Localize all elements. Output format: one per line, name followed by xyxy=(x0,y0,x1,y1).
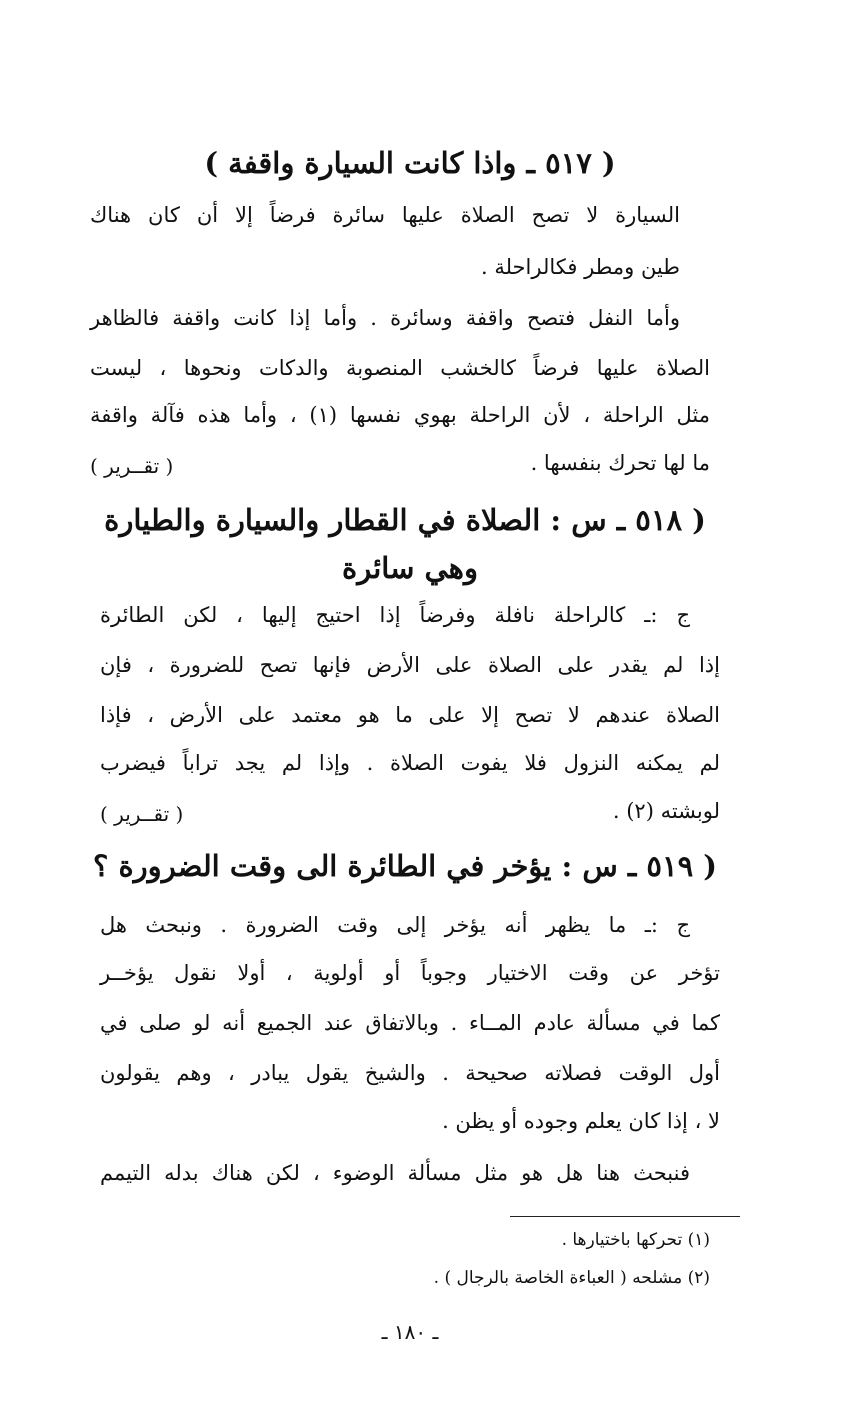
footnote-2: (٢) مشلحه ( العباءة الخاصة بالرجال ) . xyxy=(433,1268,710,1288)
text-line: فنبحث هنا هل هو مثل مسألة الوضوء ، لكن هناك بدله التيمم xyxy=(100,1161,690,1185)
text-line: الصلاة عندهم لا تصح إلا على ما هو معتمد على الأرض ، فإذا xyxy=(100,703,720,727)
text-line: ما لها تحرك بنفسها . xyxy=(530,451,710,475)
text-line: ج :ـ ما يظهر أنه يؤخر إلى وقت الضرورة . ونبحث هل xyxy=(100,913,690,937)
text-line: لوبشته (٢) . xyxy=(612,799,720,823)
text-line: طين ومطر فكالراحلة . xyxy=(481,255,680,279)
heading-518-line1: ( ٥١٨ ـ س : الصلاة في القطار والسيارة والطيارة xyxy=(104,503,706,537)
text-line: ج :ـ كالراحلة نافلة وفرضاً إذا احتيج إليها ، لكن الطائرة xyxy=(100,603,690,627)
text-line: لا ، إذا كان يعلم وجوده أو يظن . xyxy=(442,1109,720,1133)
footnote-divider xyxy=(510,1216,740,1217)
text-line: وأما النفل فتصح واقفة وسائرة . وأما إذا كانت واقفة فالظاهر xyxy=(90,306,680,330)
text-line: لم يمكنه النزول فلا يفوت الصلاة . وإذا لم يجد تراباً فيضرب xyxy=(100,751,720,775)
text-line: أول الوقت فصلاته صحيحة . والشيخ يقول يبادر ، وهم يقولون xyxy=(100,1061,720,1085)
text-line: إذا لم يقدر على الصلاة على الأرض فإنها تصح للضرورة ، فإن xyxy=(100,653,720,677)
footnote-1: (١) تحركها باختيارها . xyxy=(561,1230,710,1250)
text-line: مثل الراحلة ، لأن الراحلة بهوي نفسها (١) ، وأما هذه فآلة واقفة xyxy=(90,403,710,427)
page-number: ـ ١٨٠ ـ xyxy=(381,1320,439,1344)
heading-517: ( ٥١٧ ـ واذا كانت السيارة واقفة ) xyxy=(204,146,616,180)
source-note: ( تقــرير ) xyxy=(90,454,174,478)
source-note: ( تقــرير ) xyxy=(100,802,184,826)
text-line: السيارة لا تصح الصلاة عليها سائرة فرضاً إلا أن كان هناك xyxy=(90,203,680,227)
heading-518-line2: وهي سائرة xyxy=(342,551,478,585)
text-line: تؤخر عن وقت الاختيار وجوباً أو أولوية ، أولا نقول يؤخــر xyxy=(100,961,720,985)
text-line: الصلاة عليها فرضاً كالخشب المنصوبة والدكات ونحوها ، ليست xyxy=(90,356,710,380)
heading-519: ( ٥١٩ ـ س : يؤخر في الطائرة الى وقت الضرورة ؟ xyxy=(93,849,717,883)
text-line: كما في مسألة عادم المــاء . وبالاتفاق عند الجميع أنه لو صلى في xyxy=(100,1011,720,1035)
